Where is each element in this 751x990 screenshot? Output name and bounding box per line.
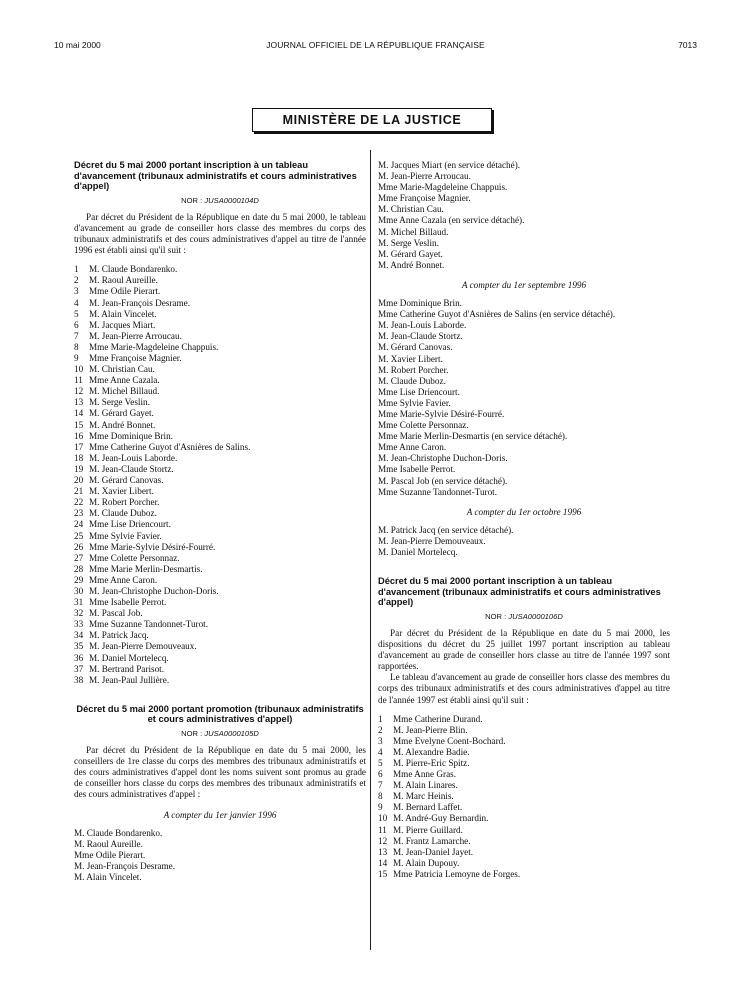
list-item: 6 Mme Anne Gras.	[378, 769, 457, 780]
decree3-nor: NOR : JUSA0000106D	[485, 611, 563, 621]
list-item: Mme Marie Merlin-Desmartis (en service détaché).	[378, 431, 568, 442]
list-item: M. Xavier Libert.	[378, 353, 443, 364]
list-item: 37 M. Bertrand Parisot.	[74, 663, 165, 674]
list-item: 5 M. Alain Vincelet.	[74, 308, 157, 319]
list-item: M. Jacques Miart (en service détaché).	[378, 160, 521, 170]
list-item: 38 M. Jean-Paul Jullière.	[74, 674, 170, 685]
list-item: 31 Mme Isabelle Perrot.	[74, 597, 167, 608]
list-item: 14 M. Gérard Gayet.	[74, 408, 154, 419]
list-item: M. Jean-Pierre Demouveaux.	[378, 535, 486, 546]
list-item: 19 M. Jean-Claude Stortz.	[74, 463, 174, 474]
list-item: Mme Anne Cazala (en service détaché).	[378, 215, 525, 226]
decree3-list	[378, 714, 670, 880]
decree2-list-january-part1	[74, 828, 366, 883]
right-column	[378, 160, 670, 880]
list-item: Mme Anne Caron.	[378, 442, 447, 453]
decree3-paragraph2: Le tableau d'avancement au grade de conseiller hors classe des membres du corps des tribunaux administratifs et des cours administratives d'appel au titre de l'année 1997 est établi ainsi qu'il suit :	[378, 672, 670, 705]
list-item: Mme Dominique Brin.	[378, 298, 462, 309]
list-item: 12 M. Michel Billaud.	[74, 386, 160, 397]
list-item: M. Claude Bondarenko.	[74, 827, 163, 838]
list-item: 13 M. Jean-Daniel Jayet.	[378, 846, 474, 857]
ministry-heading: MINISTÈRE DE LA JUSTICE	[252, 108, 492, 132]
list-item: 26 Mme Marie-Sylvie Désiré-Fourré.	[74, 541, 216, 552]
list-item: M. Jean-François Desrame.	[74, 860, 176, 871]
list-item: Mme Odile Pierart.	[74, 849, 146, 860]
decree1-intro: Par décret du Président de la République en date du 5 mai 2000, le tableau d'avancement au grade de conseiller hors classe des membres du corps des tribunaux administratifs et des cours administratives d'appel au titre de l'année 1996 est établi ainsi qu'il suit :	[74, 211, 366, 256]
list-item: 11 Mme Anne Cazala.	[74, 375, 160, 386]
header-journal-title: JOURNAL OFFICIEL DE LA RÉPUBLIQUE FRANÇAISE	[266, 40, 485, 50]
decree2-list-october	[378, 525, 670, 558]
list-item: Mme Sylvie Favier.	[378, 397, 451, 408]
list-item: 22 M. Robert Porcher.	[74, 497, 160, 508]
list-item: Mme Catherine Guyot d'Asnières de Salins (en service détaché).	[378, 309, 616, 320]
list-item: 7 M. Alain Linares.	[378, 780, 458, 791]
decree2-date-january: A compter du 1er janvier 1996	[163, 809, 277, 820]
list-item: M. Gérard Canovas.	[378, 342, 453, 353]
list-item: M. Gérard Gayet.	[378, 248, 443, 259]
page-header	[54, 40, 697, 54]
list-item: M. Alain Vincelet.	[74, 872, 142, 883]
decree2-list-september	[378, 298, 670, 498]
list-item: M. Jean-Christophe Duchon-Doris.	[378, 453, 508, 464]
list-item: 33 Mme Suzanne Tandonnet-Turot.	[74, 619, 209, 630]
list-item: 10 M. Christian Cau.	[74, 364, 155, 375]
list-item: 10 M. André-Guy Bernardin.	[378, 813, 489, 824]
list-item: 25 Mme Sylvie Favier.	[74, 530, 162, 541]
list-item: 7 M. Jean-Pierre Arroucau.	[74, 330, 182, 341]
list-item: 3 Mme Evelyne Coent-Bochard.	[378, 735, 506, 746]
list-item: M. Raoul Aureille.	[74, 838, 143, 849]
list-item: 27 Mme Colette Personnaz.	[74, 552, 180, 563]
list-item: 23 M. Claude Duboz.	[74, 508, 157, 519]
list-item: M. Serge Veslin.	[378, 237, 439, 248]
list-item: M. Pascal Job (en service détaché).	[378, 475, 508, 486]
list-item: 36 M. Daniel Mortelecq.	[74, 652, 169, 663]
list-item: M. Jean-Louis Laborde.	[378, 320, 467, 331]
list-item: 32 M. Pascal Job.	[74, 608, 143, 619]
list-item: 12 M. Frantz Lamarche.	[378, 835, 471, 846]
column-divider	[370, 150, 371, 950]
list-item: 15 M. André Bonnet.	[74, 419, 156, 430]
list-item: 8 Mme Marie-Magdeleine Chappuis.	[74, 341, 219, 352]
list-item: M. Michel Billaud.	[378, 226, 449, 237]
header-date: 10 mai 2000	[54, 40, 101, 50]
list-item: 34 M. Patrick Jacq.	[74, 630, 149, 641]
decree2-date-october: A compter du 1er octobre 1996	[466, 506, 582, 517]
list-item: 18 M. Jean-Louis Laborde.	[74, 452, 178, 463]
list-item: 5 M. Pierre-Eric Spitz.	[378, 758, 470, 768]
decree2-intro: Par décret du Président de la République en date du 5 mai 2000, les conseillers de 1re classe du corps des membres des tribunaux administratifs et des cours administratives d'appel dont les noms suivent sont promus au grade de conseiller hors classe du corps des membres des tribunaux administratifs et des cours administratives d'appel :	[74, 745, 366, 800]
list-item: 17 Mme Catherine Guyot d'Asnières de Salins.	[74, 441, 251, 452]
list-item: 9 M. Bernard Laffet.	[378, 802, 463, 813]
list-item: M. Jean-Claude Stortz.	[378, 331, 463, 342]
list-item: 4 M. Jean-François Desrame.	[74, 297, 191, 308]
list-item: Mme Suzanne Tandonnet-Turot.	[378, 486, 498, 497]
list-item: Mme Marie-Sylvie Désiré-Fourré.	[378, 408, 505, 419]
list-item: 16 Mme Dominique Brin.	[74, 430, 173, 441]
list-item: 1 Mme Catherine Durand.	[378, 713, 483, 724]
list-item: 29 Mme Anne Caron.	[74, 574, 158, 585]
decree1-nor: NOR : JUSA0000104D	[181, 195, 259, 205]
list-item: Mme Françoise Magnier.	[378, 193, 471, 204]
list-item: 20 M. Gérard Canovas.	[74, 475, 164, 486]
list-item: M. Christian Cau.	[378, 204, 444, 215]
list-item: 3 Mme Odile Pierart.	[74, 286, 161, 297]
list-item: M. Daniel Mortelecq.	[378, 547, 458, 557]
list-item: 6 M. Jacques Miart.	[74, 319, 156, 330]
decree1-title: Décret du 5 mai 2000 portant inscription à un tableau d'avancement (tribunaux administratifs et cours administratives d'appel)	[74, 160, 357, 192]
decree2-list-january-part2	[378, 160, 670, 271]
decree2-nor: NOR : JUSA0000105D	[181, 729, 259, 738]
decree2-date-september: A compter du 1er septembre 1996	[461, 279, 587, 290]
list-item: M. Patrick Jacq (en service détaché).	[378, 524, 514, 535]
header-page-number: 7013	[678, 40, 697, 50]
list-item: 21 M. Xavier Libert.	[74, 486, 154, 497]
decree1-list	[74, 264, 366, 686]
list-item: Mme Isabelle Perrot.	[378, 464, 456, 475]
list-item: 13 M. Serge Veslin.	[74, 397, 150, 408]
list-item: 4 M. Alexandre Badie.	[378, 746, 470, 757]
list-item: M. André Bonnet.	[378, 259, 445, 270]
left-column	[74, 160, 366, 883]
decree3-paragraph1: Par décret du Président de la République en date du 5 mai 2000, les dispositions du décret du 25 juillet 1997 portant inscription au tableau d'avancement au grade de conseiller hors classe au titre de l'année 1997 sont rapportées.	[378, 627, 670, 672]
list-item: Mme Marie-Magdeleine Chappuis.	[378, 182, 508, 193]
list-item: M. Jean-Pierre Arroucau.	[378, 171, 471, 182]
decree3-title: Décret du 5 mai 2000 portant inscription à un tableau d'avancement (tribunaux administratifs et cours administratives d'appel)	[378, 576, 661, 608]
list-item: Mme Lise Driencourt.	[378, 386, 460, 397]
list-item: 35 M. Jean-Pierre Demouveaux.	[74, 641, 197, 652]
list-item: 28 Mme Marie Merlin-Desmartis.	[74, 563, 203, 574]
list-item: 24 Mme Lise Driencourt.	[74, 519, 171, 530]
list-item: 15 Mme Patricia Lemoyne de Forges.	[378, 868, 521, 879]
list-item: 2 M. Jean-Pierre Blin.	[378, 724, 468, 735]
list-item: 11 M. Pierre Guillard.	[378, 824, 463, 835]
list-item: 2 M. Raoul Aureille.	[74, 275, 158, 286]
list-item: 30 M. Jean-Christophe Duchon-Doris.	[74, 585, 219, 596]
list-item: M. Robert Porcher.	[378, 364, 449, 375]
list-item: 1 M. Claude Bondarenko.	[74, 264, 178, 275]
list-item: M. Claude Duboz.	[378, 375, 446, 386]
list-item: 8 M. Marc Heinis.	[378, 791, 454, 802]
list-item: 14 M. Alain Dupouy.	[378, 857, 460, 868]
list-item: Mme Colette Personnaz.	[378, 420, 469, 431]
decree2-title: Décret du 5 mai 2000 portant promotion (tribunaux administratifs et cours administratives d'appel)	[76, 703, 364, 725]
list-item: 9 Mme Françoise Magnier.	[74, 353, 182, 363]
